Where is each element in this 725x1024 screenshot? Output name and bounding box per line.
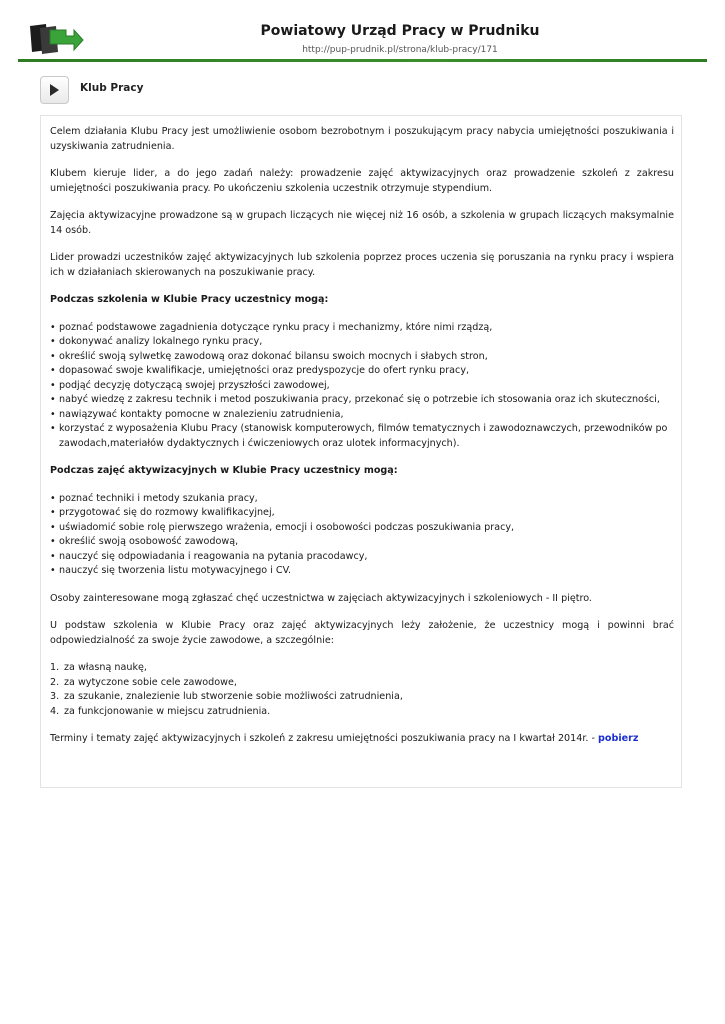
list-item: [50, 676, 674, 691]
list-item: • określić swoją sylwetkę zawodową oraz dokonać bilansu swoich mocnych i słabych stron,: [50, 350, 674, 365]
paragraph-signup: Osoby zainteresowane mogą zgłaszać chęć uczestnictwa w zajęciach aktywizacyjnych i szkoleniowych - II piętro.: [50, 592, 592, 604]
play-arrow-icon: [49, 84, 60, 96]
list-text: za własną naukę,: [64, 662, 147, 673]
list-item: • nauczyć się tworzenia listu motywacyjnego i CV.: [50, 564, 674, 579]
paragraph-responsibility: U podstaw szkolenia w Klubie Pracy oraz zajęć aktywizacyjnych leży założenie, że uczestnicy mogą i powinni brać odpowiedzialność za swoje życie zawodowe, a szczególnie:: [50, 620, 674, 646]
heading-training: Podczas szkolenia w Klubie Pracy uczestnicy mogą:: [50, 294, 329, 305]
list-item: • nawiązywać kontakty pomocne w znalezieniu zatrudnienia,: [50, 408, 674, 423]
list-item: • uświadomić sobie rolę pierwszego wrażenia, emocji i osobowości podczas poszukiwania pracy,: [50, 521, 674, 536]
list-item: • nabyć wiedzę z zakresu technik i metod poszukiwania pracy, przekonać się o potrzebie ich stosowania oraz ich skuteczności,: [50, 393, 674, 408]
list-item: • poznać podstawowe zagadnienia dotyczące rynku pracy i mechanizmy, które nimi rządzą,: [50, 321, 674, 336]
article-content: [50, 125, 674, 760]
paragraph-groups: Zajęcia aktywizacyjne prowadzone są w grupach liczących nie więcej niż 16 osób, a szkolenia w grupach liczących maksymalnie 14 osób.: [50, 210, 674, 236]
list-item: [50, 690, 674, 705]
list-number: 3.: [50, 691, 60, 702]
site-header: [18, 14, 707, 62]
list-number: 1.: [50, 662, 60, 673]
site-title: Powiatowy Urząd Pracy w Prudniku: [260, 23, 540, 39]
list-text: za wytyczone sobie cele zawodowe,: [64, 676, 237, 688]
responsibility-list: [50, 661, 674, 719]
list-item: • korzystać z wyposażenia Klubu Pracy (stanowisk komputerowych, filmów tematycznych i zawodoznawczych, przewodników po zawodach,materiałów dydaktycznych i ćwiczeniowych oraz ulotek informacyjnych).: [50, 422, 674, 451]
list-item: [50, 705, 674, 720]
list-item: • przygotować się do rozmowy kwalifikacyjnej,: [50, 506, 674, 521]
list-item: [50, 661, 674, 676]
list-text: za funkcjonowanie w miejscu zatrudnienia.: [64, 705, 271, 717]
paragraph-support: Lider prowadzi uczestników zajęć aktywizacyjnych lub szkolenia poprzez proces uczenia się poruszania na rynku pracy i wspiera ich w działaniach skierowanych na poszukiwanie pracy.: [50, 252, 674, 278]
paragraph-schedule: [50, 732, 674, 747]
list-number: 2.: [50, 676, 60, 688]
play-button[interactable]: [40, 76, 69, 104]
list-item: • poznać techniki i metody szukania pracy,: [50, 492, 674, 507]
activation-list: [50, 492, 674, 579]
list-text: za szukanie, znalezienie lub stworzenie sobie możliwości zatrudnienia,: [64, 691, 403, 702]
download-link[interactable]: pobierz: [598, 733, 639, 744]
list-item: • dopasować swoje kwalifikacje, umiejętności oraz predyspozycje do ofert rynku pracy,: [50, 364, 674, 379]
heading-activation: Podczas zajęć aktywizacyjnych w Klubie Pracy uczestnicy mogą:: [50, 465, 398, 476]
training-list: [50, 321, 674, 452]
paragraph-leader: Klubem kieruje lider, a do jego zadań należy: prowadzenie zajęć aktywizacyjnych oraz prowadzenie szkoleń z zakresu umiejętności poszukiwania pracy. Po ukończeniu szkolenia uczestnik otrzymuje stypendium.: [50, 168, 674, 194]
page-title: Klub Pracy: [80, 82, 144, 94]
list-item: • podjąć decyzję dotyczącą swojej przyszłości zawodowej,: [50, 379, 674, 394]
schedule-text: Terminy i tematy zajęć aktywizacyjnych i szkoleń z zakresu umiejętności poszukiwania pracy na I kwartał 2014r. -: [50, 733, 599, 744]
paragraph-goal: Celem działania Klubu Pracy jest umożliwienie osobom bezrobotnym i poszukującym pracy nabycia umiejętności poszukiwania i uzyskiwania zatrudnienia.: [50, 126, 674, 152]
list-item: • dokonywać analizy lokalnego rynku pracy,: [50, 335, 674, 350]
list-item: • określić swoją osobowość zawodową,: [50, 535, 674, 550]
document-arrow-icon[interactable]: [26, 24, 84, 56]
list-item: • nauczyć się odpowiadania i reagowania na pytania pracodawcy,: [50, 550, 674, 565]
header-divider: [18, 59, 707, 62]
site-url[interactable]: http://pup-prudnik.pl/strona/klub-pracy/171: [302, 45, 498, 55]
list-number: 4.: [50, 705, 60, 717]
